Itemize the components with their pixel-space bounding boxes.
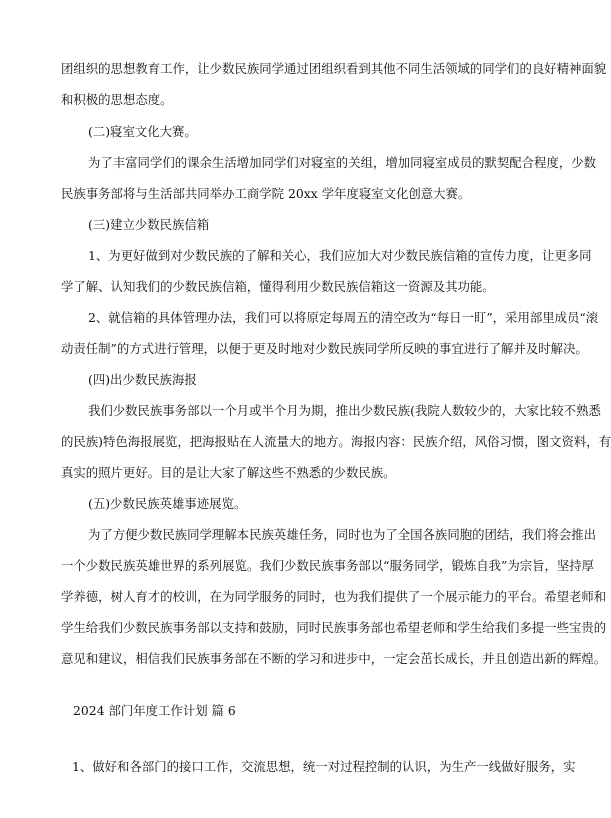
paragraph-line: 民族事务部将与生活部共同举办工商学院 20xx 学年度寝室文化创意大赛。 xyxy=(61,186,471,201)
paragraph-line: 真实的照片更好。目的是让大家了解这些不熟悉的少数民族。 xyxy=(61,465,396,480)
section-heading: (四)出少数民族海报 xyxy=(88,372,197,387)
paragraph-line: 学生给我们少数民族事务部以支持和鼓励，同时民族事务部也希望老师和学生给我们多提一些宝贵的 xyxy=(61,620,607,635)
paragraph-line: 意见和建议，相信我们民族事务部在不断的学习和进步中，一定会茁长成长，并且创造出新的辉煌。 xyxy=(61,651,607,666)
paragraph-line: 1、为更好做到对少数民族的了解和关心，我们应加大对少数民族信箱的宣传力度，让更多同 xyxy=(88,248,592,263)
paragraph-line: 和积极的思想态度。 xyxy=(61,92,173,107)
paragraph-line: 团组织的思想教育工作，让少数民族同学通过团组织看到其他不同生活领域的同学们的良好精神面貌 xyxy=(61,61,607,76)
paragraph-line: 1、做好和各部门的接口工作，交流思想，统一对过程控制的认识，为生产一线做好服务，实 xyxy=(72,759,576,774)
paragraph-line: 学养德，树人育才的校训，在为同学服务的同时，也为我们提供了一个展示能力的平台。希望老师和 xyxy=(61,589,607,604)
paragraph-line: 为了方便少数民族同学理解本民族英雄任务，同时也为了全国各族同胞的团结，我们将会推出 xyxy=(88,527,597,542)
section-heading: (五)少数民族英雄事迹展览。 xyxy=(88,496,247,511)
paragraph-line: 的民族)特色海报展览，把海报贴在人流量大的地方。海报内容：民族介绍，风俗习惯，图文资料，有 xyxy=(61,434,611,449)
section-heading: (三)建立少数民族信箱 xyxy=(88,217,210,232)
document-heading: 2024 部门年度工作计划 篇 6 xyxy=(73,703,236,718)
paragraph-line: 一个少数民族英雄世界的系列展览。我们少数民族事务部以“服务同学，锻炼自我”为宗旨，坚持厚 xyxy=(61,558,595,573)
paragraph-line: 为了丰富同学们的课余生活增加同学们对寝室的关组，增加同寝室成员的默契配合程度，少数 xyxy=(88,155,597,170)
paragraph-line: 我们少数民族事务部以一个月或半个月为期，推出少数民族(我院人数较少的，大家比较不熟悉 xyxy=(88,403,601,418)
paragraph-line: 动责任制”的方式进行管理，以便于更及时地对少数民族同学所反映的事宜进行了解并及时解决。 xyxy=(61,341,588,356)
section-heading: (二)寝室文化大赛。 xyxy=(88,124,197,139)
paragraph-line: 2、就信箱的具体管理办法，我们可以将原定每周五的清空改为“每日一盯”，采用部里成员“滚 xyxy=(88,310,599,325)
paragraph-line: 学了解、认知我们的少数民族信箱，懂得利用少数民族信箱这一资源及其功能。 xyxy=(61,279,495,294)
